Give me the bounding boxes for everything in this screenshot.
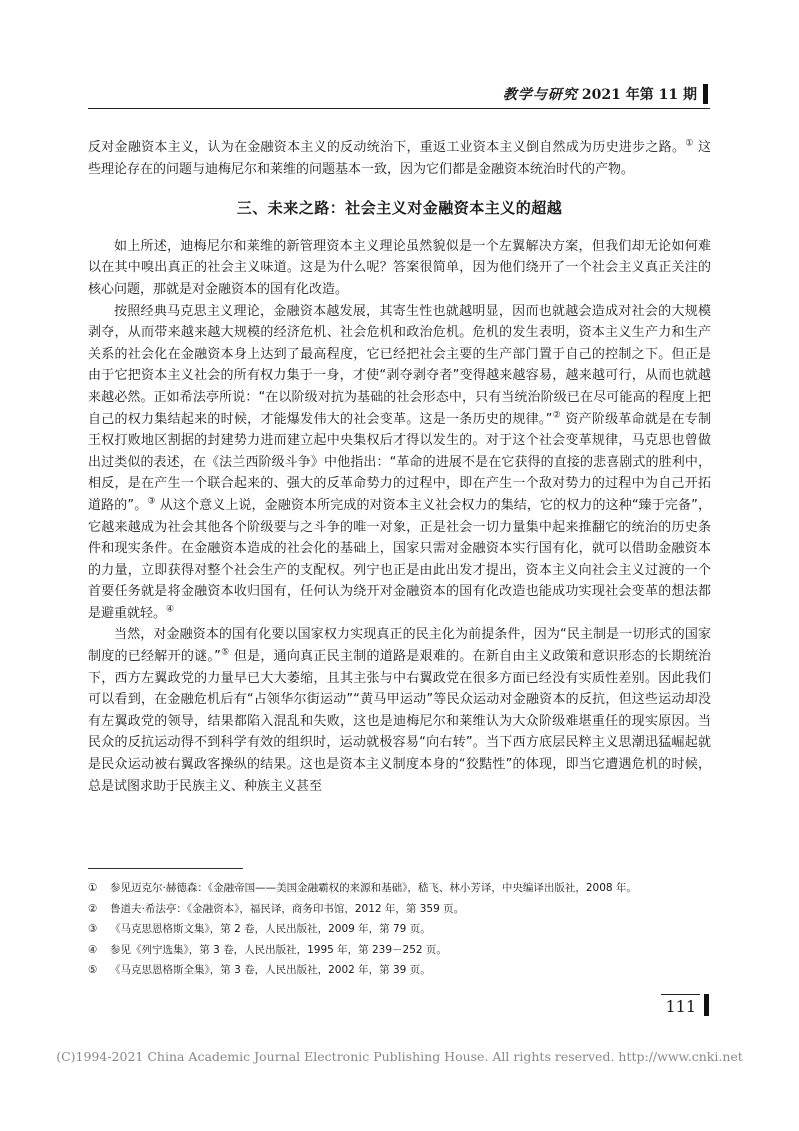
footnote-mark: ②	[88, 902, 98, 915]
paragraph-1	[88, 137, 711, 180]
page-number-block	[661, 994, 709, 1016]
page-number: 111	[661, 994, 700, 1016]
footnote-ref[interactable]: ②	[552, 410, 561, 421]
footnote	[88, 942, 711, 959]
paragraph-text: 但是，通向真正民主制的道路是艰难的。在新自由主义政策和意识形态的长期统治下，西方左翼政党的力量早已大大萎缩，且其主张与中右翼政党在很多方面已经没有实质性差别。因此我们可以看到，在金融危机后有“占领华尔街运动”“黄马甲运动”等民众运动对金融资本的反抗，但这些运动却没有左翼政党的领导，结果都陷入混乱和失败，这也是迪梅尼尔和莱维认为大众阶级难堪重任的现实原因。当民众的反抗运动得不到科学有效的组织时，运动就极容易“向右转”。当下西方底层民粹主义思潮迅猛崛起就是民众运动被右翼政客操纵的结果。这也是资本主义制度本身的“狡黠性”的体现，即当它遭遇危机的时候，总是试图求助于民族主义、种族主义甚至	[88, 649, 711, 794]
copyright-notice: (C)1994-2021 China Academic Journal Electronic Publishing House. All rights reserved. http://www.cnki.net	[56, 1049, 743, 1064]
paragraph-text: 这些理论存在的问题与迪梅尼尔和莱维的问题基本一致，因为它们都是金融资本统治时代的产物。	[88, 140, 711, 177]
article-body	[88, 137, 711, 797]
footnote	[88, 921, 711, 938]
section-title: 三、未来之路：社会主义对金融资本主义的超越	[236, 199, 563, 218]
paragraph-text: 按照经典马克思主义理论，金融资本越发展，其寄生性也就越明显，因而也就越会造成对社会的大规模剥夺，从而带来越来越大规模的经济危机、社会危机和政治危机。危机的发生表明，资本主义生产力和生产关系的社会化在金融资本身上达到了最高程度，它已经把社会主要的生产部门置于自己的控制之下。但正是由于它把资本主义社会的所有权力集于一身，才使“剥夺剥夺者”变得越来越容易，越来越可行，从而也就越来越必然。正如希法亭所说：“在以阶级对抗为基础的社会形态中，只有当统治阶级已在尽可能高的程度上把自己的权力集结起来的时候，才能爆发伟大的社会变革。这是一条历史的规律。”	[88, 303, 711, 427]
footnote	[88, 901, 711, 918]
paragraph-4	[88, 624, 711, 797]
paragraph-2: 如上所述，迪梅尼尔和莱维的新管理资本主义理论虽然貌似是一个左翼解决方案，但我们却无论如何难以在其中嗅出真正的社会主义味道。这是为什么呢？答案很简单，因为他们绕开了一个社会主义真正关注的核心问题，那就是对金融资本的国有化改造。	[88, 238, 711, 297]
footnote-ref[interactable]: ④	[166, 604, 175, 615]
footnote-text: 《马克思恩格斯全集》，第 3 卷，人民出版社，2002 年，第 39 页。	[110, 964, 431, 976]
issue-label: 2021 年第 11 期	[581, 87, 697, 103]
footnotes	[88, 880, 711, 983]
footnote-ref[interactable]: ③	[147, 496, 156, 507]
footnote-text: 《马克思恩格斯文集》，第 2 卷，人民出版社，2009 年，第 79 页。	[110, 923, 431, 935]
footnote	[88, 880, 711, 897]
footnote-rule	[88, 868, 243, 869]
paragraph-text: 反对金融资本主义，认为在金融资本主义的反动统治下，重返工业资本主义倒自然成为历史进步之路。	[88, 140, 686, 155]
paragraph-text: 当然，对金融资本的国有化要以国家权力实现真正的民主化为前提条件，因为“民主制是一切形式的国家制度的已经解开的谜。”	[88, 627, 711, 665]
footnote-mark: ④	[88, 943, 98, 956]
running-header	[503, 84, 708, 104]
paragraph-3	[88, 301, 711, 625]
page-marker-bar	[704, 994, 709, 1016]
footnote-ref[interactable]: ⑤	[220, 647, 230, 658]
paragraph-text: 从这个意义上说，金融资本所完成的对资本主义社会权力的集结，它的权力的这种“臻于完备”，它越来越成为社会其他各个阶级要与之斗争的唯一对象，正是社会一切力量集中起来推翻它的统治的历史条件和现实条件。在金融资本造成的社会化的基础上，国家只需对金融资本实行国有化，就可以借助金融资本的力量，立即获得对整个社会生产的支配权。列宁也正是由此出发才提出，资本主义向社会主义过渡的一个首要任务就是将金融资本收归国有，任何认为绕开对金融资本的国有化改造也能成功实现社会变革的想法都是避重就轻。	[88, 497, 711, 621]
footnote-text: 参见《列宁选集》，第 3 卷，人民出版社，1995 年，第 239－252 页。	[110, 943, 447, 956]
footnote-mark: ⑤	[88, 964, 98, 976]
footnote-text: 参见迈克尔·赫德森：《金融帝国——美国金融霸权的来源和基础》，嵇飞、林小芳译，中央编译出版社，2008 年。	[110, 882, 637, 894]
paragraph-text: 资产阶级革命就是在专制王权打败地区割据的封建势力进而建立起中央集权后才得以发生的。对于这个社会变革规律，马克思也曾做出过类似的表述，在《法兰西阶级斗争》中他指出：“革命的进展不是在它获得的直接的悲喜剧式的胜利中，相反，是在产生一个联合起来的、强大的反革命势力的过程中，即在产生一个敌对势力的过程中为自己开拓道路的”。	[88, 411, 711, 513]
footnote-ref[interactable]: ①	[685, 138, 694, 149]
footnote-text: 鲁道夫·希法亭：《金融资本》，福民译，商务印书馆，2012 年，第 359 页。	[110, 902, 465, 915]
footnote-mark: ③	[88, 923, 98, 935]
header-rule	[88, 108, 710, 109]
footnote-mark: ①	[88, 882, 98, 894]
footnote	[88, 962, 711, 979]
header-marker-bar	[703, 84, 708, 104]
journal-name: 教学与研究	[502, 87, 578, 103]
